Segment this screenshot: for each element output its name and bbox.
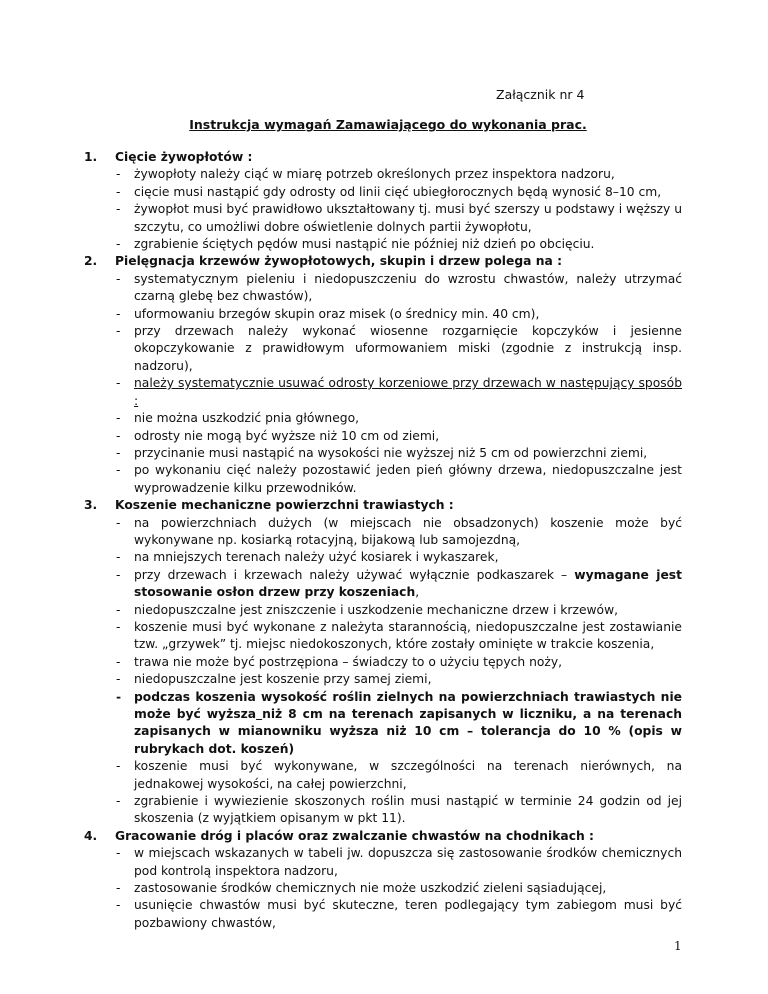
list-item xyxy=(82,428,682,445)
dash-bullet: - xyxy=(116,324,121,339)
dash-bullet: - xyxy=(116,376,121,391)
dash-bullet: - xyxy=(116,550,121,565)
item-text: trawa nie może być postrzępiona – świadczy to o użyciu tępych noży, xyxy=(134,654,563,669)
dash-bullet: - xyxy=(116,184,121,199)
dash-bullet: - xyxy=(116,445,121,460)
list-item xyxy=(82,236,682,253)
dash-bullet: - xyxy=(116,689,122,704)
item-text: przy drzewach należy wykonać wiosenne rozgarnięcie kopczyków i jesienne okopczykowanie z prawidłowym uformowaniem miski (zgodnie z instrukcją insp. nadzoru), xyxy=(134,324,682,373)
item-text: zgrabienie ściętych pędów musi nastąpić nie później niż dzień po obcięciu. xyxy=(134,237,595,252)
item-text: po wykonaniu cięć należy pozostawić jeden pień główny drzewa, niedopuszczalne jest wyprowadzenie kilku przewodników. xyxy=(134,463,682,495)
section-number: 3. xyxy=(84,498,98,513)
item-text: zastosowanie środków chemicznych nie może uszkodzić zieleni sąsiadującej, xyxy=(134,881,607,896)
item-text: na powierzchniach dużych (w miejscach nie obsadzonych) koszenie może być wykonywane np. kosiarką rotacyjną, bijakową lub samojezdną, xyxy=(134,515,682,547)
dash-bullet: - xyxy=(116,602,121,617)
item-text: zgrabienie i wywiezienie skoszonych roślin musi nastąpić w terminie 24 godzin od jej skoszenia (z wyjątkiem opisanym w pkt 11). xyxy=(134,794,682,826)
dash-bullet: - xyxy=(116,654,121,669)
dash-bullet: - xyxy=(116,619,121,634)
item-text: koszenie musi być wykonywane, w szczególności na terenach nierównych, na jednakowej wysokości, na całej powierzchni, xyxy=(134,759,682,791)
section-title: Koszenie mechaniczne powierzchni trawiastych : xyxy=(115,498,454,513)
item-text: niedopuszczalne jest koszenie przy samej ziemi, xyxy=(134,672,432,687)
section-title: Gracowanie dróg i placów oraz zwalczanie chwastów na chodnikach : xyxy=(115,828,594,843)
list-item xyxy=(82,462,682,497)
item-text: odrosty nie mogą być wyższe niż 10 cm od ziemi, xyxy=(134,428,440,443)
item-text-bold: wymagane jest stosowanie osłon drzew przy koszeniach xyxy=(134,567,683,600)
dash-bullet: - xyxy=(116,411,121,426)
section-heading xyxy=(82,497,682,514)
dash-bullet: - xyxy=(116,846,121,861)
dash-bullet: - xyxy=(116,306,121,321)
list-item xyxy=(82,184,682,201)
section-1 xyxy=(82,149,682,253)
list-item xyxy=(82,306,682,323)
item-text: uformowaniu brzegów skupin oraz misek (o średnicy min. 40 cm), xyxy=(134,306,540,321)
dash-bullet: - xyxy=(116,567,121,582)
section-number: 2. xyxy=(84,254,98,269)
section-heading xyxy=(82,149,682,166)
section-heading xyxy=(82,253,682,270)
list-item xyxy=(82,271,682,306)
list-item xyxy=(82,567,682,602)
dash-bullet: - xyxy=(116,672,121,687)
item-text: żywopłoty należy ciąć w miarę potrzeb określonych przez inspektora nadzoru, xyxy=(134,167,615,182)
list-item xyxy=(82,897,682,932)
annex-label: Załącznik nr 4 xyxy=(496,87,585,102)
list-item xyxy=(82,201,682,236)
dash-bullet: - xyxy=(116,794,121,809)
item-text: przy drzewach i krzewach należy używać wyłącznie podkaszarek – xyxy=(134,567,575,582)
dash-bullet: - xyxy=(116,237,121,252)
item-text: , xyxy=(415,585,420,600)
dash-bullet: - xyxy=(116,515,121,530)
item-text: w miejscach wskazanych w tabeli jw. dopuszcza się zastosowanie środków chemicznych pod kontrolą inspektora nadzoru, xyxy=(134,846,682,878)
section-4 xyxy=(82,828,682,932)
item-text: nie można uszkodzić pnia głównego, xyxy=(134,411,360,426)
dash-bullet: - xyxy=(116,463,121,478)
item-text: cięcie musi nastąpić gdy odrosty od linii cięć ubiegłorocznych będą wynosić 8–10 cm, xyxy=(134,184,662,199)
section-number: 1. xyxy=(84,150,98,164)
list-item xyxy=(82,410,682,427)
list-item xyxy=(82,549,682,566)
list-item xyxy=(82,758,682,793)
section-title: Pielęgnacja krzewów żywopłotowych, skupin i drzew polega na : xyxy=(115,254,562,269)
section-3 xyxy=(82,497,682,828)
list-item xyxy=(82,602,682,619)
document-body xyxy=(82,149,682,932)
item-text: na mniejszych terenach należy użyć kosiarek i wykaszarek, xyxy=(134,550,499,565)
item-text: należy systematycznie usuwać odrosty korzeniowe przy drzewach w następujący sposób : xyxy=(134,376,682,408)
list-item xyxy=(82,445,682,462)
list-item xyxy=(82,845,682,880)
item-text: przycinanie musi nastąpić na wysokości nie wyższej niż 5 cm od powierzchni ziemi, xyxy=(134,445,648,460)
item-text: żywopłot musi być prawidłowo ukształtowany tj. musi być szerszy u podstawy i węższy u szczytu, co umożliwi dobre oświetlenie dolnych partii żywopłotu, xyxy=(134,202,682,234)
section-heading xyxy=(82,828,682,845)
document-title: Instrukcja wymagań Zamawiającego do wykonania prac. xyxy=(189,117,587,132)
item-text: usunięcie chwastów musi być skuteczne, teren podlegający tym zabiegom musi być pozbawiony chwastów, xyxy=(134,898,682,930)
item-text-bold: niż 8 cm na terenach zapisanych w liczniku, a na terenach zapisanych w mianowniku wyższa niż 10 cm – tolerancja do 10 % (opis w rubrykach dot. koszeń) xyxy=(134,707,682,756)
list-item xyxy=(82,619,682,654)
dash-bullet: - xyxy=(116,759,121,774)
list-item xyxy=(82,880,682,897)
section-number: 4. xyxy=(84,828,98,843)
list-item xyxy=(82,654,682,671)
section-2 xyxy=(82,253,682,497)
list-item xyxy=(82,375,682,410)
page-number: 1 xyxy=(674,939,682,953)
dash-bullet: - xyxy=(116,428,121,443)
dash-bullet: - xyxy=(116,898,121,913)
list-item xyxy=(82,793,682,828)
dash-bullet: - xyxy=(116,881,121,896)
dash-bullet: - xyxy=(116,202,121,217)
item-text: niedopuszczalne jest zniszczenie i uszkodzenie mechaniczne drzew i krzewów, xyxy=(134,602,619,617)
item-text: systematycznym pieleniu i niedopuszczeniu do wzrostu chwastów, należy utrzymać czarną glebę bez chwastów), xyxy=(134,271,682,304)
list-item xyxy=(82,671,682,688)
item-text-bold: podczas koszenia wysokość roślin zielnych na powierzchniach trawiastych nie może być wyższa xyxy=(134,689,682,721)
list-item xyxy=(82,689,682,759)
list-item xyxy=(82,515,682,550)
item-text: koszenie musi być wykonane z należyta starannością, niedopuszczalne jest zostawianie tzw. „grzywek” tj. miejsc niedokoszonych, które zostały ominięte w trakcie koszenia, xyxy=(134,619,682,652)
dash-bullet: - xyxy=(116,167,121,182)
list-item xyxy=(82,166,682,183)
dash-bullet: - xyxy=(116,271,121,286)
list-item xyxy=(82,323,682,375)
section-title: Cięcie żywopłotów : xyxy=(115,150,253,164)
